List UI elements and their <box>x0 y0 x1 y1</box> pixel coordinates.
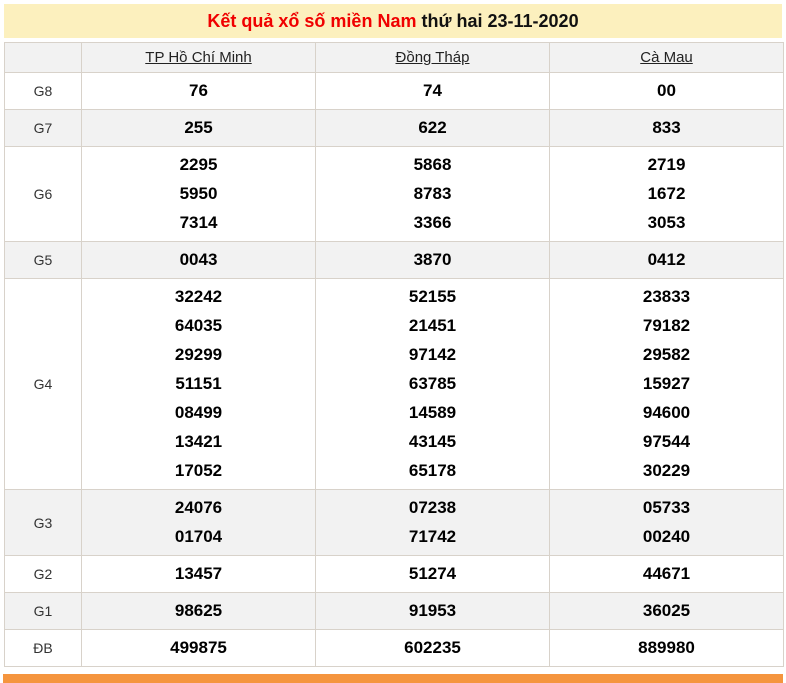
prize-cell <box>550 242 784 279</box>
prize-cell <box>316 147 550 242</box>
prize-row-G6 <box>5 147 784 242</box>
prize-label: G7 <box>5 110 82 147</box>
prize-cell <box>82 242 316 279</box>
prize-cell <box>316 73 550 110</box>
prize-cell <box>82 593 316 630</box>
prize-number: 5950 <box>179 184 218 203</box>
prize-cell <box>82 490 316 556</box>
prize-number: 08499 <box>174 403 223 422</box>
prize-label: ĐB <box>5 630 82 667</box>
prize-cell <box>82 630 316 667</box>
prize-number: 36025 <box>642 601 691 620</box>
prize-cell <box>316 490 550 556</box>
column-header-row <box>5 43 784 73</box>
prize-number: 29582 <box>642 345 691 364</box>
prize-number: 3870 <box>413 250 452 269</box>
prize-number: 1672 <box>647 184 686 203</box>
prize-number: 51274 <box>408 564 457 583</box>
prize-label: G2 <box>5 556 82 593</box>
prize-label: G4 <box>5 279 82 490</box>
prize-cell <box>82 73 316 110</box>
prize-cell <box>316 556 550 593</box>
prize-number: 499875 <box>170 638 227 657</box>
prize-cell <box>550 593 784 630</box>
prize-number: 3053 <box>647 213 686 232</box>
prize-number: 43145 <box>408 432 457 451</box>
page-title-region: Kết quả xổ số miền Nam <box>207 10 417 31</box>
province-link[interactable]: TP Hồ Chí Minh <box>145 49 252 66</box>
prize-cell <box>550 279 784 490</box>
column-header-1 <box>82 43 316 73</box>
prize-number: 24076 <box>174 498 223 517</box>
prize-number: 15927 <box>642 374 691 393</box>
prize-number: 74 <box>423 81 442 100</box>
prize-number: 00 <box>657 81 676 100</box>
prize-row-ĐB <box>5 630 784 667</box>
prize-number: 3366 <box>413 213 452 232</box>
column-header-3 <box>550 43 784 73</box>
prize-row-G1 <box>5 593 784 630</box>
prize-number: 14589 <box>408 403 457 422</box>
prize-number: 833 <box>652 118 681 137</box>
prize-number: 44671 <box>642 564 691 583</box>
prize-number: 97142 <box>408 345 457 364</box>
prize-row-G5 <box>5 242 784 279</box>
prize-label: G5 <box>5 242 82 279</box>
corner-header-cell <box>5 43 82 73</box>
prize-row-G2 <box>5 556 784 593</box>
prize-number: 13421 <box>174 432 223 451</box>
prize-label: G1 <box>5 593 82 630</box>
prize-number: 01704 <box>174 527 223 546</box>
page-title <box>4 4 782 38</box>
prize-number: 29299 <box>174 345 223 364</box>
prize-number: 52155 <box>408 287 457 306</box>
prize-cell <box>316 110 550 147</box>
prize-row-G4 <box>5 279 784 490</box>
prize-number: 21451 <box>408 316 457 335</box>
prize-number: 05733 <box>642 498 691 517</box>
prize-number: 30229 <box>642 461 691 480</box>
prize-cell <box>316 242 550 279</box>
prize-number: 8783 <box>413 184 452 203</box>
prize-cell <box>550 490 784 556</box>
prize-number: 0043 <box>179 250 218 269</box>
prize-number: 622 <box>418 118 447 137</box>
prize-cell <box>316 279 550 490</box>
prize-number: 5868 <box>413 155 452 174</box>
prize-number: 94600 <box>642 403 691 422</box>
prize-cell <box>316 593 550 630</box>
prize-label: G6 <box>5 147 82 242</box>
prize-cell <box>82 110 316 147</box>
prize-number: 23833 <box>642 287 691 306</box>
prize-cell <box>550 73 784 110</box>
prize-number: 07238 <box>408 498 457 517</box>
prize-number: 255 <box>184 118 213 137</box>
prize-number: 602235 <box>404 638 461 657</box>
province-link[interactable]: Đồng Tháp <box>395 49 470 66</box>
prize-cell <box>550 630 784 667</box>
prize-number: 32242 <box>174 287 223 306</box>
prize-number: 00240 <box>642 527 691 546</box>
column-header-2 <box>316 43 550 73</box>
prize-number: 97544 <box>642 432 691 451</box>
prize-number: 98625 <box>174 601 223 620</box>
bottom-orange-bar <box>3 674 783 683</box>
prize-row-G7 <box>5 110 784 147</box>
prize-cell <box>316 630 550 667</box>
prize-number: 2295 <box>179 155 218 174</box>
prize-number: 76 <box>189 81 208 100</box>
page-title-date: thứ hai 23-11-2020 <box>416 10 579 31</box>
prize-cell <box>550 556 784 593</box>
prize-number: 13457 <box>174 564 223 583</box>
prize-number: 7314 <box>179 213 218 232</box>
prize-number: 91953 <box>408 601 457 620</box>
prize-label: G8 <box>5 73 82 110</box>
prize-cell <box>82 147 316 242</box>
prize-cell <box>82 556 316 593</box>
lottery-results-table <box>4 42 784 667</box>
prize-number: 63785 <box>408 374 457 393</box>
results-table-body <box>5 73 784 667</box>
prize-number: 17052 <box>174 461 223 480</box>
prize-row-G3 <box>5 490 784 556</box>
prize-cell <box>82 279 316 490</box>
prize-number: 889980 <box>638 638 695 657</box>
prize-number: 0412 <box>647 250 686 269</box>
province-link[interactable]: Cà Mau <box>640 49 693 66</box>
prize-number: 64035 <box>174 316 223 335</box>
prize-cell <box>550 110 784 147</box>
prize-number: 65178 <box>408 461 457 480</box>
prize-row-G8 <box>5 73 784 110</box>
prize-label: G3 <box>5 490 82 556</box>
prize-number: 51151 <box>175 374 222 393</box>
prize-number: 79182 <box>642 316 691 335</box>
prize-number: 71742 <box>408 527 457 546</box>
prize-cell <box>550 147 784 242</box>
prize-number: 2719 <box>647 155 686 174</box>
